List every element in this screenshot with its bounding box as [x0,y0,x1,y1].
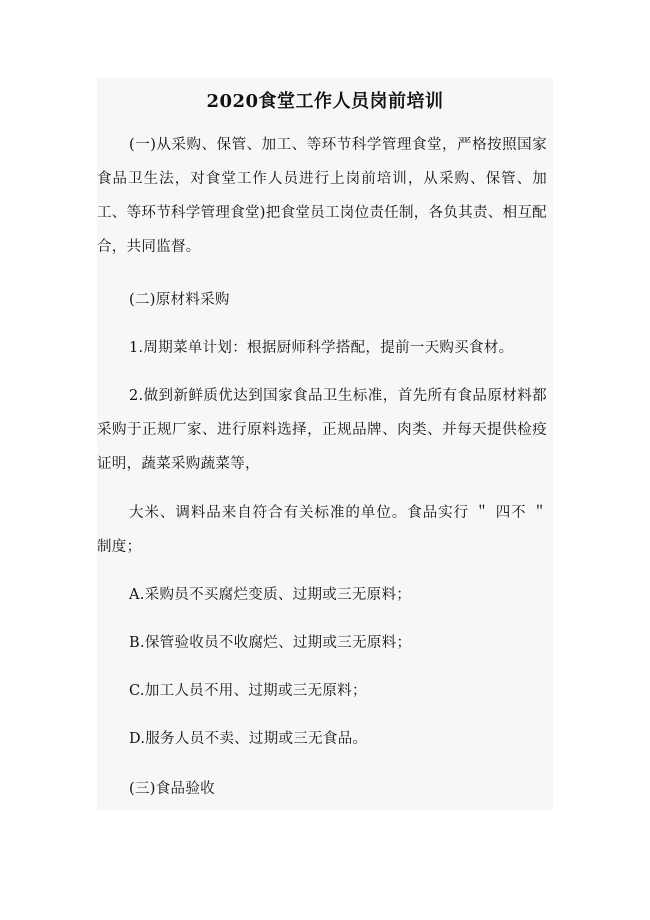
paragraph-fresh-quality: 2.做到新鲜质优达到国家食品卫生标准，首先所有食品原材料都采购于正规厂家、进行原料选择，正规品牌、肉类、并每天提供检疫证明，蔬菜采购蔬菜等， [97,388,547,472]
paragraph-intro: (一)从采购、保管、加工、等环节科学管理食堂，严格按照国家食品卫生法，对食堂工作人员进行上岗前培训，从采购、保管、加工、等环节科学管理食堂)把食堂员工岗位责任制，各负其责、相互配合，共同监督。 [97,137,547,255]
paragraph-four-no-system: 大米、调料品来自符合有关标准的单位。食品实行 ＂ 四不 ＂ 制度； [97,505,547,555]
paragraph-menu-plan: 1.周期菜单计划：根据厨师科学搭配，提前一天购买食材。 [129,340,514,356]
list-item-d: D.服务人员不卖、过期或三无食品。 [129,731,368,747]
section-heading-raw-material-purchase: (二)原材料采购 [129,292,230,308]
section-heading-food-acceptance: (三)食品验收 [129,781,215,797]
list-item-b: B.保管验收员不收腐烂、过期或三无原料； [129,635,412,651]
document-title: 2020食堂工作人员岗前培训 [206,91,444,112]
document-page [97,78,553,810]
list-item-c: C.加工人员不用、过期或三无原料； [129,683,367,699]
list-item-a: A.采购员不买腐烂变质、过期或三无原料； [129,587,412,603]
